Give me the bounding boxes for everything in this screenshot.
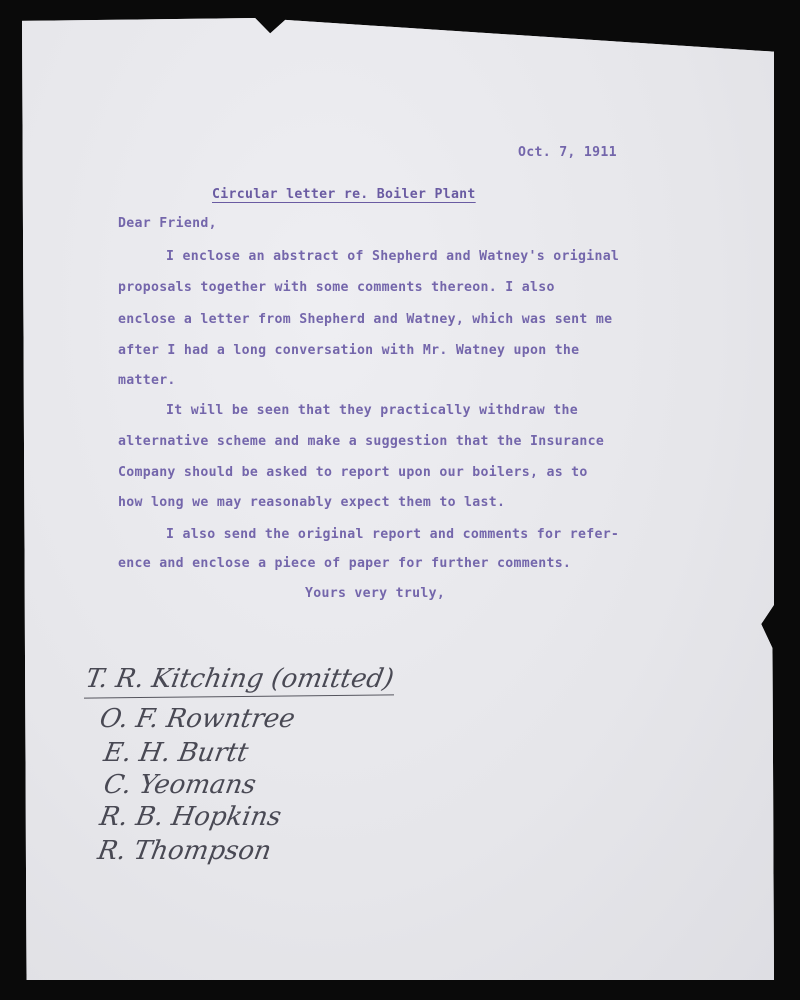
letter-date: Oct. 7, 1911: [518, 145, 617, 160]
body-line: It will be seen that they practically withdraw the: [166, 403, 578, 418]
body-line: I also send the original report and comments for refer-: [166, 527, 620, 542]
body-line: Company should be asked to report upon our boilers, as to: [118, 465, 588, 480]
letter-greeting: Dear Friend,: [118, 216, 217, 231]
body-line: ence and enclose a piece of paper for further comments.: [118, 556, 572, 571]
letter-closing: Yours very truly,: [305, 586, 446, 601]
handwritten-signature: R. B. Hopkins: [97, 802, 284, 832]
body-line: alternative scheme and make a suggestion that the Insurance: [118, 434, 605, 449]
handwritten-signature: T. R. Kitching (omitted): [83, 664, 397, 694]
body-line: matter.: [118, 373, 176, 388]
body-line: after I had a long conversation with Mr. Watney upon the: [118, 343, 580, 358]
handwritten-signature: R. Thompson: [95, 836, 274, 866]
handwritten-signature: C. Yeomans: [101, 770, 259, 800]
letter-subject: Circular letter re. Boiler Plant: [212, 187, 476, 202]
handwritten-signature: E. H. Burtt: [101, 738, 251, 768]
body-line: I enclose an abstract of Shepherd and Watney's original: [166, 249, 620, 264]
handwritten-signature: O. F. Rowntree: [97, 704, 298, 734]
body-line: proposals together with some comments thereon. I also: [118, 280, 555, 295]
body-line: how long we may reasonably expect them to last.: [118, 495, 506, 510]
body-line: enclose a letter from Shepherd and Watney, which was sent me: [118, 312, 613, 327]
